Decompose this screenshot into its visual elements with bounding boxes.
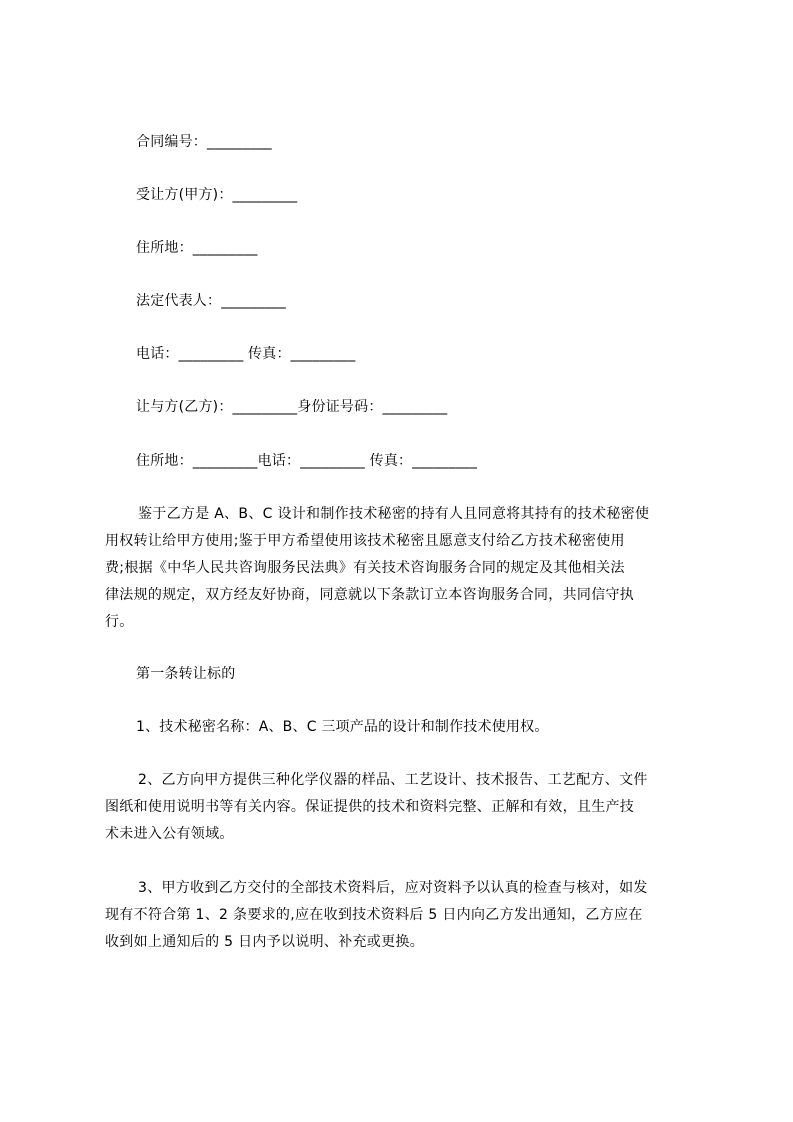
legal-representative: 法定代表人：_________ <box>136 293 286 309</box>
preamble-line: 行。 <box>105 614 134 630</box>
contract-number: 合同编号：_________ <box>136 134 272 150</box>
clause-3-line: 收到如上通知后的 5 日内予以说明、补充或更换。 <box>105 934 425 950</box>
preamble-line: 律法规的规定，双方经友好协商，同意就以下条款订立本咨询服务合同，共同信守执 <box>105 587 635 603</box>
assignor-contact: 住所地：_________电话：_________ 传真：_________ <box>136 453 478 469</box>
assignee-contact: 电话：_________ 传真：_________ <box>136 346 356 362</box>
preamble-line: 鉴于乙方是 A、B、C 设计和制作技术秘密的持有人且同意将其持有的技术秘密使 <box>138 506 650 522</box>
clause-2-line: 图纸和使用说明书等有关内容。保证提供的技术和资料完整、正解和有效，且生产技 <box>105 799 635 815</box>
preamble-paragraph <box>105 501 715 636</box>
clause-2-paragraph <box>105 767 715 848</box>
clause-1: 1、技术秘密名称：A、B、C 三项产品的设计和制作技术使用权。 <box>136 719 549 735</box>
clause-2-line: 2、乙方向甲方提供三种化学仪器的样品、工艺设计、技术报告、工艺配方、文件 <box>138 772 648 788</box>
preamble-line: 费;根据《中华人民共咨询服务民法典》有关技术咨询服务合同的规定及其他相关法 <box>105 560 625 576</box>
clause-3-line: 现有不符合第 1、2 条要求的,应在收到技术资料后 5 日内向乙方发出通知，乙方应在 <box>105 907 643 923</box>
clause-3-line: 3、甲方收到乙方交付的全部技术资料后，应对资料予以认真的检查与核对，如发 <box>138 880 648 896</box>
article-1-title: 第一条转让标的 <box>136 666 236 682</box>
preamble-line: 用权转让给甲方使用;鉴于甲方希望使用该技术秘密且愿意支付给乙方技术秘密使用 <box>105 533 625 549</box>
clause-2-line: 术未进入公有领域。 <box>105 826 234 842</box>
assignor-party: 让与方(乙方)：_________身份证号码：_________ <box>136 399 448 415</box>
assignee-party: 受让方(甲方)：_________ <box>136 187 298 203</box>
assignee-address: 住所地：_________ <box>136 240 258 256</box>
clause-3-paragraph <box>105 875 697 956</box>
